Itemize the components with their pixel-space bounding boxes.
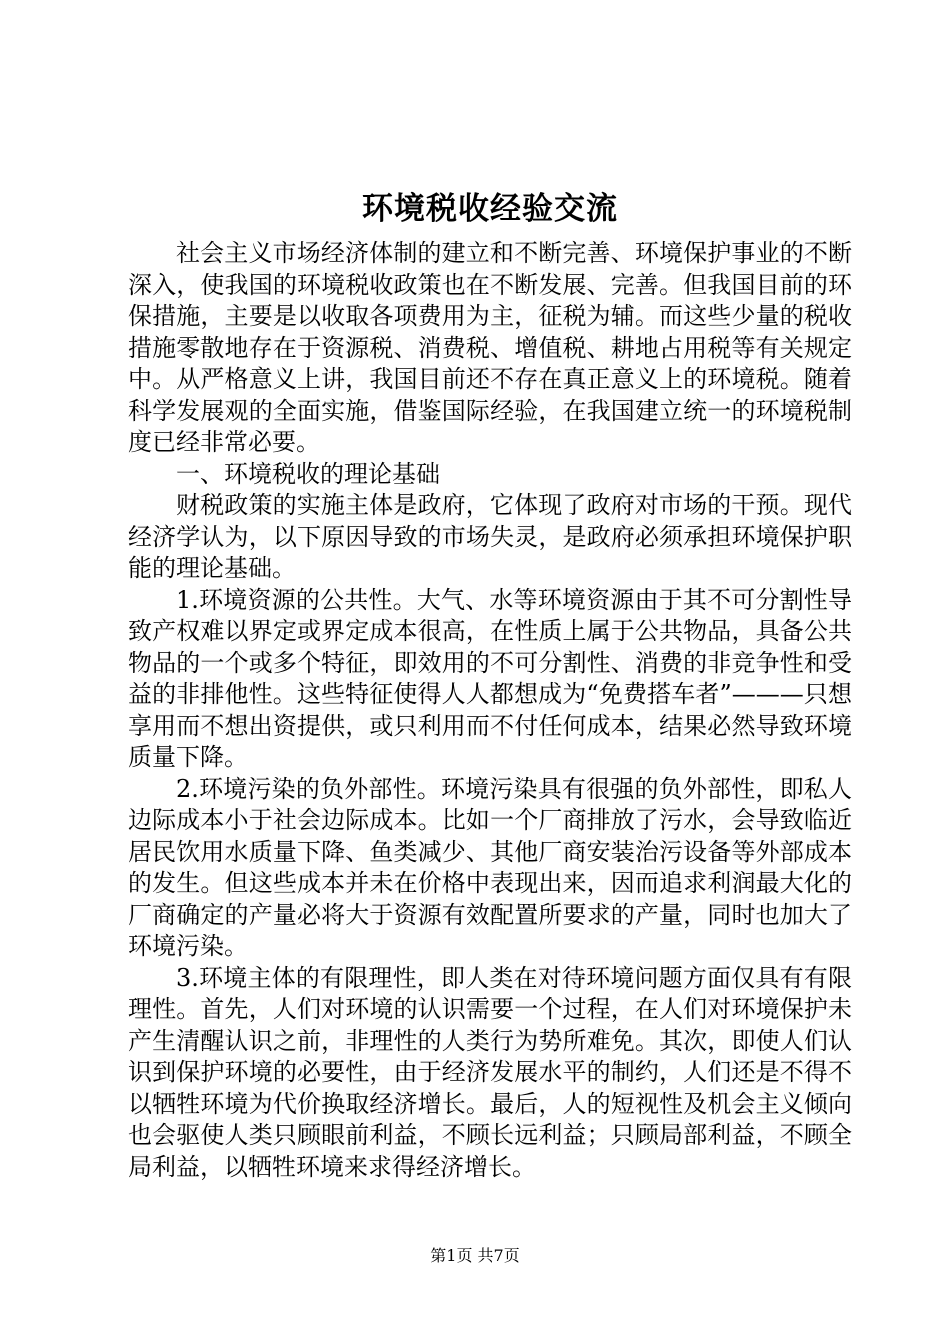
- document-title: 环境税收经验交流: [362, 191, 618, 227]
- section-heading-theory: 一、环境税收的理论基础: [176, 459, 440, 488]
- paragraph-point-3: 3.环境主体的有限理性，即人类在对待环境问题方面仅具有有限理性。首先，人们对环境的认识需要一个过程，在人们对环境保护未产生清醒认识之前，非理性的人类行为势所难免。其次，即使人们认识到保护环境的必要性，由于经济发展水平的制约，人们还是不得不以牺牲环境为代价换取经济增长。最后，人的短视性及机会主义倾向也会驱使人类只顾眼前利益，不顾长远利益；只顾局部利益，不顾全局利益，以牺牲环境来求得经济增长。: [128, 963, 852, 1181]
- document-page: [128, 180, 852, 1183]
- paragraph-point-2: 2.环境污染的负外部性。环境污染具有很强的负外部性，即私人边际成本小于社会边际成本。比如一个厂商排放了污水，会导致临近居民饮用水质量下降、鱼类减少、其他厂商安装治污设备等外部成本的发生。但这些成本并未在价格中表现出来，因而追求利润最大化的厂商确定的产量必将大于资源有效配置所要求的产量，同时也加大了环境污染。: [128, 774, 852, 960]
- paragraph-fiscal-policy: 财税政策的实施主体是政府，它体现了政府对市场的干预。现代经济学认为，以下原因导致的市场失灵，是政府必须承担环境保护职能的理论基础。: [128, 491, 852, 582]
- paragraph-point-1: 1.环境资源的公共性。大气、水等环境资源由于其不可分割性导致产权难以界定或界定成本很高，在性质上属于公共物品，具备公共物品的一个或多个特征，即效用的不可分割性、消费的非竞争性和受益的非排他性。这些特征使得人人都想成为“免费搭车者”———只想享用而不想出资提供，或只利用而不付任何成本，结果必然导致环境质量下降。: [128, 585, 852, 771]
- page-footer: 第1页 共7页: [430, 1246, 520, 1265]
- paragraph-intro: 社会主义市场经济体制的建立和不断完善、环境保护事业的不断深入，使我国的环境税收政策也在不断发展、完善。但我国目前的环保措施，主要是以收取各项费用为主，征税为辅。而这些少量的税收措施零散地存在于资源税、消费税、增值税、耕地占用税等有关规定中。从严格意义上讲，我国目前还不存在真正意义上的环境税。随着科学发展观的全面实施，借鉴国际经验，在我国建立统一的环境税制度已经非常必要。: [128, 239, 852, 456]
